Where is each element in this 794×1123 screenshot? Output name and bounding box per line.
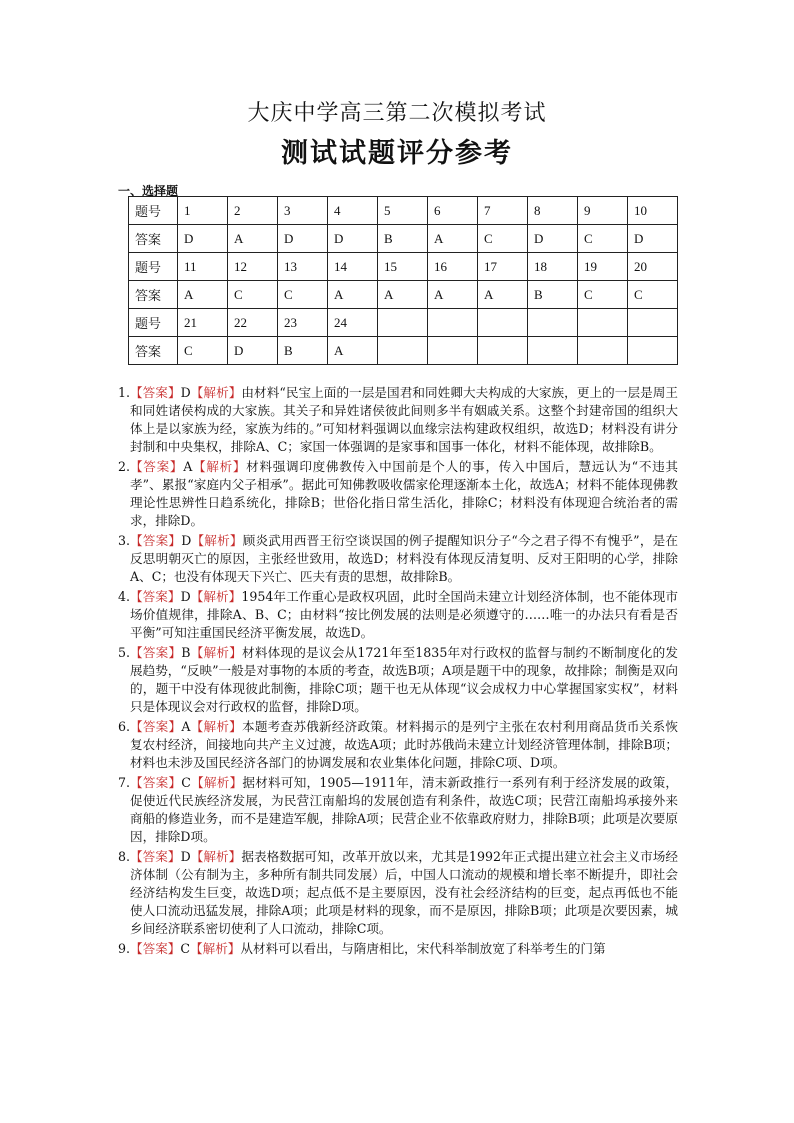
analysis-text: 据表格数据可知，改革开放以来，尤其是1992年正式提出建立社会主义市场经济体制（公有制为主，多种所有制共同发展）后，中国人口流动的规模和增长率不断提升，即社会经济结构发生巨变，故选D项；起点低不是主要原因，没有社会经济结构的巨变，起点再低也不能使人口流动迅猛发展，排除A项；此项是材料的现象，而不是原因，排除B项；此项是次要因素，城乡间经济联系密切使利了人口流动，排除C项。 bbox=[130, 849, 679, 936]
table-cell: C bbox=[628, 281, 678, 309]
table-row bbox=[129, 225, 678, 253]
table-cell: A bbox=[378, 281, 428, 309]
answer-value: D bbox=[181, 533, 192, 548]
item-number: 6. bbox=[118, 719, 131, 734]
item-number: 5. bbox=[118, 645, 131, 660]
table-cell: B bbox=[528, 281, 578, 309]
section-heading: 一、选择题 bbox=[118, 184, 179, 198]
table-cell: 17 bbox=[478, 253, 528, 281]
analysis-list bbox=[118, 384, 678, 960]
table-cell: 14 bbox=[328, 253, 378, 281]
list-item bbox=[118, 940, 678, 958]
analysis-text: 由材料“民宝上面的一层是国君和同姓卿大夫构成的大家族，更上的一层是周王和同姓诸侯构成的大家族。其关子和异姓诸侯彼此间则多半有姻戚关系。这整个封建帝国的组织大体上是以家族为经，家族为纬的。”可知材料强调以血缘宗法构建政权组织，故选D；材料没有讲分封制和中央集权，排除A、C；家国一体强调的是家事和国事一体化，材料不能体现，故排除B。 bbox=[130, 385, 678, 454]
table-cell: 9 bbox=[578, 197, 628, 225]
table-cell: 24 bbox=[328, 309, 378, 337]
table-cell: C bbox=[228, 281, 278, 309]
table-cell: D bbox=[228, 337, 278, 365]
answer-tag: 【答案】 bbox=[130, 775, 182, 790]
row-header-cell: 答案 bbox=[129, 337, 178, 365]
answer-tag: 【答案】 bbox=[130, 719, 182, 734]
row-header-cell: 答案 bbox=[129, 281, 178, 309]
item-number: 9. bbox=[118, 941, 131, 956]
list-item bbox=[118, 848, 678, 938]
table-cell: 19 bbox=[578, 253, 628, 281]
analysis-tag: 【解析】 bbox=[190, 775, 243, 790]
table-cell bbox=[528, 309, 578, 337]
table-cell bbox=[478, 309, 528, 337]
answer-value: D bbox=[180, 849, 191, 864]
table-cell: D bbox=[178, 225, 228, 253]
item-number: 4. bbox=[118, 589, 131, 604]
analysis-text: 顾炎武用西晋王衍空谈误国的例子提醒知识分子“今之君子得不有愧乎”，是在反思明朝灭亡的原因，主张经世致用，故选D；材料没有体现反清复明、反对王阳明的心学，排除A、C；也没有体现天下兴亡、匹夫有责的思想，故排除B。 bbox=[130, 533, 679, 584]
table-cell: 18 bbox=[528, 253, 578, 281]
answer-tag: 【答案】 bbox=[130, 385, 181, 400]
table-cell: A bbox=[428, 281, 478, 309]
analysis-text: 据材料可知，1905—1911年，清末新政推行一系列有利于经济发展的政策，促使近代民族经济发展，为民营江南船坞的发展创造有利条件，故选C项；民营江南船坞承接外来商船的修造业务，而不是建造军舰，排除A项；民营企业不依靠政府财力，排除B项；此项是次要原因，排除D项。 bbox=[130, 775, 679, 844]
table-cell bbox=[478, 337, 528, 365]
analysis-text: 材料强调印度佛教传入中国前是个人的事，传入中国后，慧远认为“不违其孝”、累报“家庭内父子相承”。据此可知佛教吸收儒家伦理逐渐本土化，故选A；材料不能体现佛教理论性思辨性日趋系统化，排除B；世俗化指日常生活化，排除C；材料没有体现迎合统治者的需求，排除D。 bbox=[130, 459, 679, 528]
table-row bbox=[129, 309, 678, 337]
answer-value: D bbox=[180, 385, 191, 400]
analysis-tag: 【解析】 bbox=[190, 589, 242, 604]
analysis-tag: 【解析】 bbox=[191, 533, 243, 548]
item-number: 7. bbox=[118, 775, 131, 790]
table-cell: 6 bbox=[428, 197, 478, 225]
table-cell: 2 bbox=[228, 197, 278, 225]
table-cell: 3 bbox=[278, 197, 328, 225]
answer-value: A bbox=[181, 719, 191, 734]
table-cell: A bbox=[328, 337, 378, 365]
table-row bbox=[129, 281, 678, 309]
answer-value: D bbox=[180, 589, 191, 604]
list-item bbox=[118, 718, 678, 772]
table-cell: B bbox=[378, 225, 428, 253]
item-number: 2. bbox=[118, 459, 131, 474]
answer-tag: 【答案】 bbox=[130, 849, 181, 864]
table-row bbox=[129, 197, 678, 225]
analysis-tag: 【解析】 bbox=[190, 849, 242, 864]
answer-tag: 【答案】 bbox=[130, 589, 181, 604]
table-cell: 15 bbox=[378, 253, 428, 281]
table-cell bbox=[578, 309, 628, 337]
table-cell bbox=[528, 337, 578, 365]
table-cell: A bbox=[478, 281, 528, 309]
answer-tag: 【答案】 bbox=[130, 941, 181, 956]
item-number: 3. bbox=[118, 533, 131, 548]
answer-table bbox=[128, 196, 678, 365]
table-cell: C bbox=[478, 225, 528, 253]
row-header-cell: 题号 bbox=[129, 197, 178, 225]
item-number: 8. bbox=[118, 849, 131, 864]
answer-tag: 【答案】 bbox=[130, 533, 182, 548]
list-item bbox=[118, 384, 678, 456]
answer-value: C bbox=[181, 775, 191, 790]
analysis-text: 从材料可以看出，与隋唐相比，宋代科举制放宽了科举考生的门第 bbox=[240, 941, 606, 956]
list-item bbox=[118, 458, 678, 530]
table-cell: C bbox=[178, 337, 228, 365]
table-cell: 8 bbox=[528, 197, 578, 225]
table-cell: A bbox=[428, 225, 478, 253]
table-cell bbox=[628, 337, 678, 365]
table-cell: A bbox=[228, 225, 278, 253]
table-cell bbox=[428, 337, 478, 365]
analysis-text: 材料体现的是议会从1721年至1835年对行政权的监督与制约不断制度化的发展趋势，“反映”一般是对事物的本质的考查，故选B项；A项是题干中的现象，故排除；制衡是双向的，题干中没有体现彼此制衡，排除C项；题干也无从体现“议会成权力中心掌握国家实权”，材料只是体现议会对行政权的监督，排除D项。 bbox=[130, 645, 679, 714]
list-item bbox=[118, 774, 678, 846]
analysis-tag: 【解析】 bbox=[190, 645, 243, 660]
analysis-text: 1954年工作重心是政权巩固，此时全国尚未建立计划经济体制，也不能体现市场价值规律，排除A、B、C；由材料“按比例发展的法则是必须遵守的……唯一的办法只有看是否平衡”可知注重国民经济平衡发展，故选D。 bbox=[130, 589, 679, 640]
table-cell bbox=[378, 309, 428, 337]
table-cell: 13 bbox=[278, 253, 328, 281]
table-cell: 21 bbox=[178, 309, 228, 337]
table-cell bbox=[578, 337, 628, 365]
table-cell: 10 bbox=[628, 197, 678, 225]
table-cell: 22 bbox=[228, 309, 278, 337]
table-row bbox=[129, 253, 678, 281]
table-cell: 5 bbox=[378, 197, 428, 225]
list-item bbox=[118, 644, 678, 716]
table-row bbox=[129, 337, 678, 365]
table-cell: 20 bbox=[628, 253, 678, 281]
row-header-cell: 题号 bbox=[129, 309, 178, 337]
item-number: 1. bbox=[118, 385, 131, 400]
table-cell: D bbox=[628, 225, 678, 253]
document-title: 大庆中学高三第二次模拟考试 bbox=[247, 101, 547, 126]
analysis-tag: 【解析】 bbox=[190, 385, 242, 400]
table-cell bbox=[628, 309, 678, 337]
analysis-tag: 【解析】 bbox=[190, 719, 242, 734]
table-cell: 1 bbox=[178, 197, 228, 225]
analysis-tag: 【解析】 bbox=[192, 459, 247, 474]
table-cell: 12 bbox=[228, 253, 278, 281]
table-cell: D bbox=[528, 225, 578, 253]
table-cell: 23 bbox=[278, 309, 328, 337]
table-cell: C bbox=[578, 225, 628, 253]
table-cell: D bbox=[328, 225, 378, 253]
table-cell: 7 bbox=[478, 197, 528, 225]
table-cell: C bbox=[278, 281, 328, 309]
table-cell: A bbox=[328, 281, 378, 309]
table-cell: 16 bbox=[428, 253, 478, 281]
answer-value: B bbox=[181, 645, 191, 660]
table-cell: A bbox=[178, 281, 228, 309]
table-cell: B bbox=[278, 337, 328, 365]
table-cell bbox=[428, 309, 478, 337]
table-cell: C bbox=[578, 281, 628, 309]
table-cell: 4 bbox=[328, 197, 378, 225]
document-subtitle: 测试试题评分参考 bbox=[281, 138, 513, 169]
list-item bbox=[118, 532, 678, 586]
list-item bbox=[118, 588, 678, 642]
row-header-cell: 答案 bbox=[129, 225, 178, 253]
table-cell bbox=[378, 337, 428, 365]
row-header-cell: 题号 bbox=[129, 253, 178, 281]
table-cell: 11 bbox=[178, 253, 228, 281]
answer-tag: 【答案】 bbox=[130, 459, 184, 474]
answer-tag: 【答案】 bbox=[130, 645, 182, 660]
analysis-tag: 【解析】 bbox=[190, 941, 241, 956]
answer-value: A bbox=[183, 459, 193, 474]
table-cell: D bbox=[278, 225, 328, 253]
answer-value: C bbox=[180, 941, 191, 956]
analysis-text: 本题考查苏俄新经济政策。材料揭示的是列宁主张在农村利用商品货币关系恢复农村经济，间接地向共产主义过渡，故选A项；此时苏俄尚未建立计划经济管理体制，排除B项；材料也未涉及国民经济各部门的协调发展和农业集体化问题，排除C项、D项。 bbox=[130, 719, 679, 770]
